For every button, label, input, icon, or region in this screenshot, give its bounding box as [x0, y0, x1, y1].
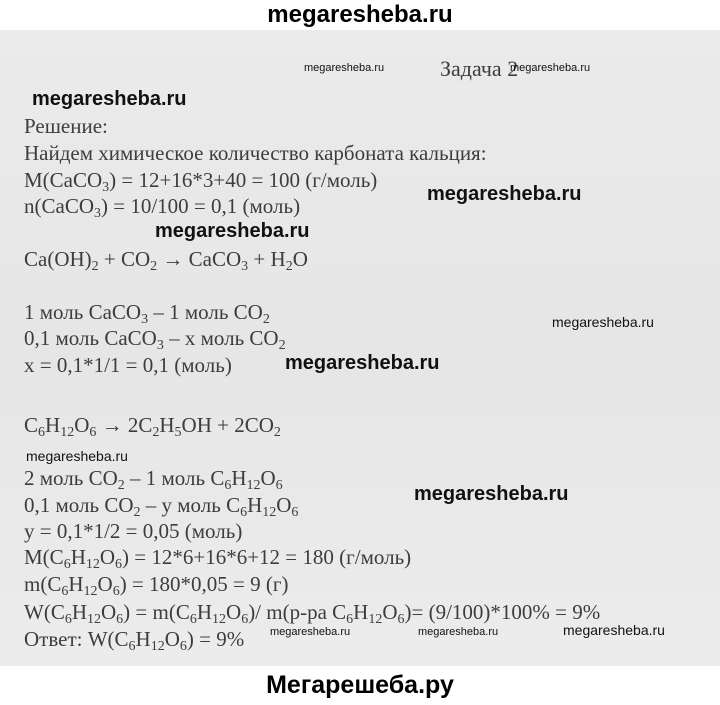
ratio-line-4: 0,1 моль $CO_2$ – y моль $C_6H_{12}O_6$	[24, 493, 299, 520]
ratio-line-1: 1 моль CaCO$_3$ – 1 моль $CO_2$	[24, 300, 270, 327]
watermark: megaresheba.ru	[427, 183, 582, 205]
ratio-line-2: 0,1 моль CaCO$_3$ – x моль $CO_2$	[24, 326, 286, 353]
mass-glucose: $m(C_6H_{12}O_6) = 180*0,05 = 9$ (г)	[24, 572, 289, 599]
watermark: megaresheba.ru	[510, 62, 591, 74]
task-title: Задача 2	[440, 56, 519, 81]
watermark: megaresheba.ru	[563, 622, 665, 638]
x-calculation: x = 0,1*1/1 = 0,1 (моль)	[24, 353, 232, 377]
watermark: megaresheba.ru	[26, 448, 128, 464]
ratio-line-3: 2 моль $CO_2 - 1$ моль $C_6H_{12}O_6$	[24, 466, 283, 493]
watermark: megaresheba.ru	[270, 626, 351, 638]
watermark: megaresheba.ru	[304, 62, 385, 74]
y-calculation: y = 0,1*1/2 = 0,05 (моль)	[24, 519, 243, 543]
watermark: megaresheba.ru	[414, 483, 569, 505]
watermark: megaresheba.ru	[32, 88, 187, 110]
mass-fraction: $W(C_6H_{12}O_6) = m(C_6H_{12}O_6)/$ m(р-ра $C_6H_{12}O_6)= (9/100)*100\% = 9\%$	[24, 600, 601, 627]
answer-line: Ответ: $W(C_6H_{12}O_6) = 9\%$	[24, 627, 245, 654]
watermark: megaresheba.ru	[552, 314, 654, 330]
reaction-2: $C_6H_{12}O_6 \to 2C_2H_5OH + 2CO_2$	[24, 413, 281, 440]
watermark: megaresheba.ru	[418, 626, 499, 638]
site-footer[interactable]: Мегарешеба.ру	[0, 666, 720, 705]
site-header[interactable]: megaresheba.ru	[0, 0, 720, 30]
molar-mass-glucose: $M(C_6H_{12}O_6) = 12*6+16*6+12 = 180$ (г/моль)	[24, 545, 412, 572]
solution-heading: Решение:	[24, 114, 108, 138]
watermark: megaresheba.ru	[285, 352, 440, 374]
molar-mass-caco3: M(CaCO$_3$) = 12+16*3+40 = 100 (г/моль)	[24, 168, 378, 195]
reaction-1: $Ca(OH)_2 + CO_2$ → CaCO$_3$ + $H_2O$	[24, 247, 308, 274]
moles-caco3: n(CaCO$_3$) = 10/100 = 0,1 (моль)	[24, 194, 301, 221]
watermark: megaresheba.ru	[155, 220, 310, 242]
solution-intro: Найдем химическое количество карбоната кальция:	[24, 141, 487, 165]
